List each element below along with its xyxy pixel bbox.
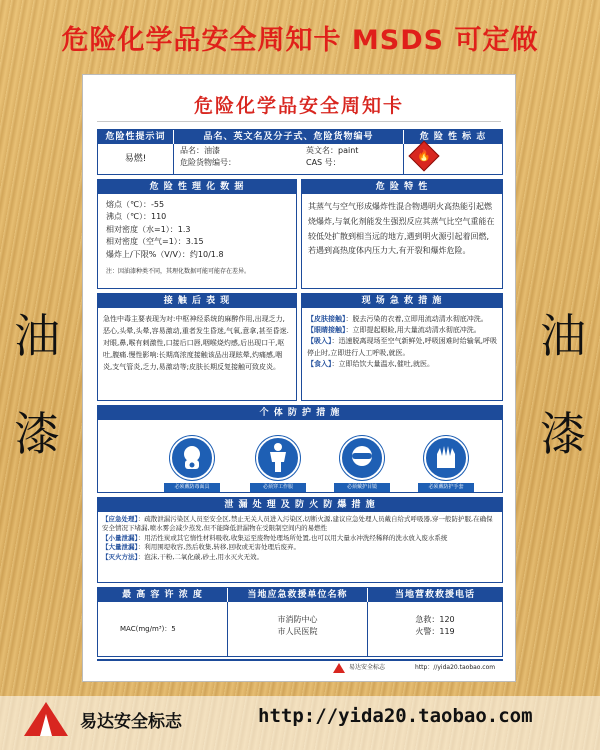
- card-footer-url: http：//yida20.taobao.com: [415, 664, 496, 672]
- dg-number: 危险货物编号：: [180, 158, 236, 168]
- unit-hospital: 市人民医院: [277, 627, 318, 637]
- spill-section: [97, 497, 503, 583]
- ppe-label-clothes: 必须穿工作服: [250, 483, 306, 492]
- card-title: 危险化学品安全周知卡: [193, 95, 404, 117]
- side-char-right-bottom: 漆: [540, 407, 586, 461]
- ppe-label-gas-mask: 必须戴防毒面具: [164, 483, 220, 492]
- side-char-left-top: 油: [14, 309, 60, 363]
- safety-card: [82, 74, 516, 682]
- density-air: 相对密度（空气=1）：3.15: [106, 237, 204, 247]
- english-name: 英文名：paint: [306, 146, 359, 155]
- cas-number: CAS 号：: [306, 158, 341, 167]
- phone-cell: [368, 602, 502, 656]
- mac-value: MAC(mg/m³)：5: [98, 602, 228, 656]
- phone-emergency: 急救：120: [415, 615, 455, 624]
- gas-mask-icon: [170, 436, 214, 480]
- firstaid-item: 【吸入】：迅速脱离现场至空气新鲜处,呼吸困难时给输氧,呼吸停止时,立即进行人工呼吸,就医。: [307, 337, 497, 357]
- card-footer: [333, 663, 495, 673]
- spill-item: 【小量泄漏】：用活性炭或其它惰性材料吸收,收集运至废物处理场所处置,也可以用大量水冲洗经稀释的洗水放入废水系统: [102, 533, 448, 542]
- ppe-header: 个 体 防 护 措 施: [98, 406, 502, 420]
- sign-header: 危 险 性 标 志: [404, 130, 502, 144]
- banner-title: 危险化学品安全周知卡 MSDS 可定做: [61, 25, 539, 56]
- product-name: 品名：油漆: [180, 146, 220, 155]
- hazard-header: 危 险 特 性: [302, 180, 502, 194]
- side-char-right-top: 油: [540, 309, 586, 363]
- contact-header: 接 触 后 表 现: [98, 294, 296, 308]
- physchem-list: [98, 194, 296, 281]
- brand-logo-icon: [22, 700, 70, 738]
- phone-header: 当地营救救援电话: [368, 588, 502, 602]
- footer-url[interactable]: http://yida20.taobao.com: [258, 705, 533, 727]
- card-footer-brand: 易达安全标志: [349, 664, 386, 672]
- hint-value: 易燃!: [98, 144, 174, 174]
- emergency-section: [97, 587, 503, 657]
- phone-fire: 火警：119: [415, 627, 455, 637]
- ppe-label-gloves: 必须戴防护手套: [418, 483, 474, 492]
- density-water: 相对密度（水=1）：1.3: [106, 224, 191, 234]
- ppe-section: [97, 405, 503, 493]
- mac-header: 最 高 容 许 浓 度: [98, 588, 228, 602]
- spill-list: [98, 512, 502, 565]
- spill-item: 【大量泄漏】：利用围堤收容,然后收集,转移,回收或无害处理后废弃。: [102, 543, 300, 552]
- work-clothes-icon: [256, 436, 300, 480]
- firstaid-header: 现 场 急 救 措 施: [302, 294, 502, 308]
- side-char-left-bottom: 漆: [14, 407, 60, 461]
- contact-section: [97, 293, 297, 401]
- name-header: 品名、英文名及分子式、危险货物编号: [174, 130, 404, 144]
- spill-item: 【灭火方法】：泡沫,干粉,二氧化碳,砂土,用水灭火无效。: [102, 552, 264, 561]
- firstaid-section: [301, 293, 503, 401]
- ppe-label-goggles: 必须戴护目镜: [334, 483, 390, 492]
- spill-item: 【应急处理】：疏散泄漏污染区人员至安全区,禁止无关人员进入污染区,切断火源,建议应急处理人员戴自给式呼吸器,穿一般防护服,在确保安全情况下堵漏,喷水雾会减少蒸发,但不能降低泄漏物在受限制空间内的易燃性: [102, 515, 493, 533]
- contact-text: 急性中毒主要表现为对:中枢神经系统的麻醉作用,出现乏力,恶心,头晕,头晕,容易激动,重者发生昏迷,气氧,意拿,甚至昏迷.对眼,鼻,喉有刺激性,口接后口唇,咽喉烧灼感,后出现口干,呕吐,腹痛.慢性影响:长期高浓度接触该品出现眩晕,灼痛感,咽炎,支气管炎,乏力,易激动等;皮肤长期反复接触可致皮炎。: [103, 315, 289, 371]
- hazard-text: 其蒸气与空气形成爆炸性混合物遇明火高热能引起燃烧爆炸,与氧化剂能发生强烈反应其蒸气比空气重能在较低处扩散到相当远的地方,遇到明火源引起着回燃,若遇到高热度体内压力大,有开裂和爆炸危险。: [308, 202, 495, 256]
- hint-header: 危险性提示词: [98, 130, 174, 144]
- melting-point: 熔点（℃）：-55: [106, 200, 165, 209]
- boiling-point: 沸点（℃）：110: [106, 212, 167, 222]
- unit-cell: [228, 602, 368, 656]
- explosion-limits: 爆炸上/下限%（V/V）：约10/1.8: [106, 249, 224, 259]
- gloves-icon: [424, 436, 468, 480]
- unit-fire: 市消防中心: [277, 615, 318, 624]
- physchem-section: [97, 179, 297, 289]
- name-cell: [174, 144, 404, 174]
- hazard-section: [301, 179, 503, 289]
- spill-header: 泄 漏 处 理 及 防 火 防 爆 措 施: [98, 498, 502, 512]
- physchem-header: 危 险 性 理 化 数 据: [98, 180, 296, 194]
- flammable-liquid-icon: 🔥: [408, 140, 439, 171]
- firstaid-item: 【眼睛接触】：立即提起眼睑,用大量流动清水彻底冲洗。: [307, 326, 481, 335]
- goggles-icon: [340, 436, 384, 480]
- card-footer-line: [97, 659, 503, 661]
- firstaid-list: [302, 308, 502, 376]
- footer-brand: 易达安全标志: [80, 712, 182, 732]
- firstaid-item: 【食入】：立即给饮大量温水,催吐,就医。: [307, 359, 434, 368]
- title-divider: [97, 121, 501, 122]
- unit-header: 当地应急救援单位名称: [228, 588, 368, 602]
- identity-section: [97, 129, 503, 175]
- physchem-note: 注：因油漆种类不同，其理化数据可能可能存在差异。: [106, 267, 251, 275]
- firstaid-item: 【皮肤接触】：脱去污染的衣着,立即用流动清水彻底冲洗。: [307, 315, 488, 323]
- brand-logo-icon: [333, 663, 345, 673]
